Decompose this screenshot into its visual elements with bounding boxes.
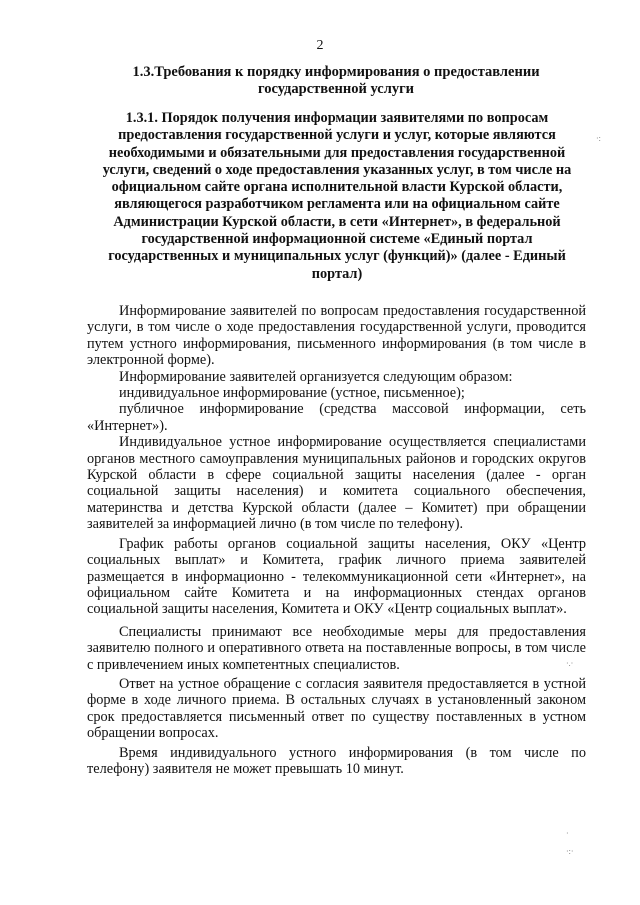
paragraph: Информирование заявителей организуется следующим образом: <box>119 368 513 385</box>
scan-speck: · <box>566 829 569 838</box>
paragraph: Ответ на устное обращение с согласия заявителя предоставляется в устной форме в ходе личного приема. В остальных случаях в установленный законом срок предоставляется письменный ответ по существу поставленных в устном обращении вопросах. <box>87 675 586 742</box>
scan-speck: ·.· <box>566 659 574 668</box>
paragraph: График работы органов социальной защиты населения, ОКУ «Центр социальных выплат» и Комитета, график личного приема заявителей размещается в информационно - телекоммуникационной сети «Интернет», на официальном сайте Комитета и на информационных стендах органов социальной защиты населения, Комитета и ОКУ «Центр социальных выплат». <box>87 535 586 618</box>
paragraph: Информирование заявителей по вопросам предоставления государственной услуги, в том числе о ходе предоставления государственной услуги, проводится путем устного информирования, письменного информирования (в том числе в электронной форме). <box>87 303 586 369</box>
paragraph: Индивидуальное устное информирование осуществляется специалистами органов местного самоуправления муниципальных районов и городских округов Курской области в сфере социальной защиты населения (далее - орган социальной защиты населения) и комитета социального обеспечения, материнства и детства Курской области (далее – Комитет) при обращении заявителей за информацией лично (в том числе по телефону). <box>87 434 586 533</box>
scan-speck: ·:· <box>566 847 574 856</box>
page-number: 2 <box>316 38 324 53</box>
section-heading: 1.3.Требования к порядку информирования о предоставлении государственной услуги <box>132 64 540 97</box>
paragraph: индивидуальное информирование (устное, письменное); <box>119 385 465 402</box>
body-text <box>87 303 586 777</box>
paragraph: Время индивидуального устного информирования (в том числе по телефону) заявителя не может превышать 10 минут. <box>87 744 586 777</box>
scan-speck: ·: <box>596 134 601 143</box>
subsection-heading: 1.3.1. Порядок получения информации заявителями по вопросам предоставления государственной услуги и услуг, которые являются необходимыми и обязательными для предоставления государственной услуги, сведений о ходе предоставления указанных услуг, в том числе на официальном сайте органа исполнительной власти Курской области, являющегося разработчиком регламента или на официальном сайте Администрации Курской области, в сети «Интернет», в федеральной государственной информационной системе «Единый портал государственных и муниципальных услуг (функций)» (далее - Единый портал) <box>102 110 572 282</box>
paragraph: Специалисты принимают все необходимые меры для предоставления заявителю полного и оперативного ответа на поставленные вопросы, в том числе с привлечением иных компетентных специалистов. <box>87 623 586 673</box>
paragraph: публичное информирование (средства массовой информации, сеть «Интернет»). <box>87 401 586 434</box>
